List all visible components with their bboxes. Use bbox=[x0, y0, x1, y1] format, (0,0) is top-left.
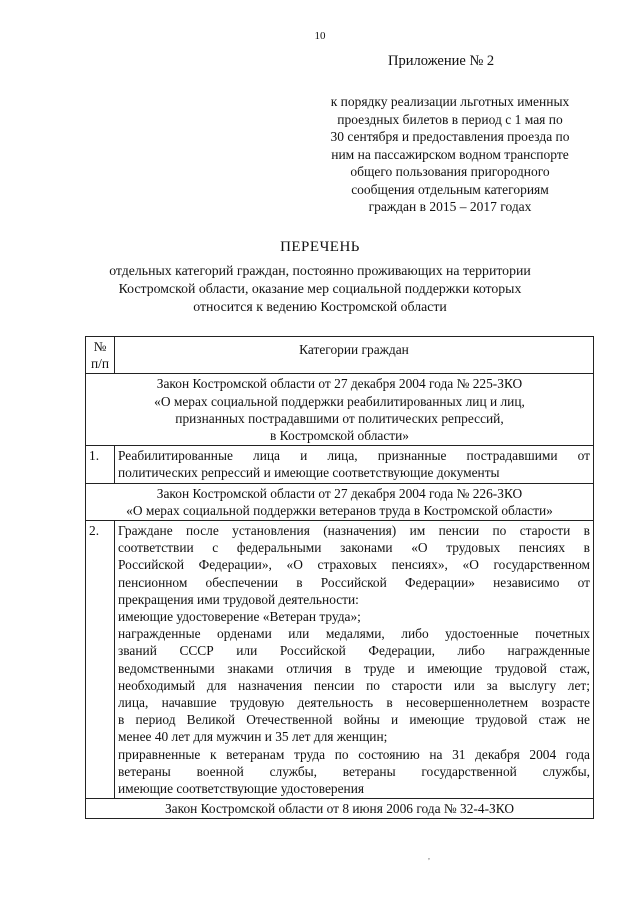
header-number-abbr: п/п bbox=[90, 356, 110, 372]
header-category-cell: Категории граждан bbox=[115, 337, 594, 374]
row-text-line: ведомственными знаками отличия в труде и имеющие трудовой стаж, bbox=[118, 660, 590, 676]
header-number-cell bbox=[86, 337, 115, 374]
row-text-line: званий СССР или Российской Федерации, либо награжденные bbox=[118, 643, 590, 659]
appendix-subtitle-line: общего пользования пригородного bbox=[350, 164, 550, 179]
law-cell: Закон Костромской области от 8 июня 2006 года № 32-4-ЗКО bbox=[86, 799, 594, 819]
appendix-subtitle-line: ним на пассажирском водном транспорте bbox=[331, 146, 569, 162]
list-subheading-line: Костромской области, оказание мер социальной поддержки которых bbox=[118, 281, 522, 296]
law-line: признанных пострадавшими от политических репрессий, bbox=[175, 410, 504, 426]
appendix-subtitle-line: сообщения отдельным категориям bbox=[351, 181, 549, 197]
table-row bbox=[86, 446, 594, 483]
row-number: 1. bbox=[86, 446, 115, 483]
law-row bbox=[86, 799, 594, 819]
table-header-row bbox=[86, 337, 594, 374]
row-text-line: Граждане после установления (назначения) им пенсии по старости в bbox=[118, 523, 590, 539]
appendix-subtitle-line: к порядку реализации льготных именных bbox=[330, 94, 570, 109]
law-cell bbox=[86, 374, 594, 446]
footer-mark: , bbox=[428, 852, 430, 861]
row-number: 2. bbox=[86, 521, 115, 799]
law-line: Закон Костромской области от 27 декабря 2004 года № 225-ЗКО bbox=[156, 376, 523, 392]
table-row bbox=[86, 521, 594, 799]
row-text-line: соответствии с федеральными законами «О трудовых пенсиях в bbox=[118, 540, 590, 556]
row-text-line: ветераны военной службы, ветераны государственной службы, bbox=[118, 763, 590, 779]
row-text bbox=[115, 446, 594, 483]
list-subheading-line: отдельных категорий граждан, постоянно проживающих на территории bbox=[109, 263, 531, 278]
law-line: в Костромской области» bbox=[270, 428, 409, 444]
appendix-subtitle-line: проездных билетов в период с 1 мая по bbox=[337, 111, 563, 127]
row-text-line: лица, начавшие трудовую деятельность в несовершеннолетнем возрасте bbox=[118, 695, 590, 711]
row-text-line: пенсионном обеспечении в Российской Федерации» независимо от bbox=[118, 574, 590, 590]
list-subheading bbox=[70, 262, 570, 316]
row-text-line: необходимый для назначения пенсии по старости или за выслугу лет; bbox=[118, 677, 590, 693]
list-heading: ПЕРЕЧЕНЬ bbox=[280, 239, 360, 255]
row-text-line: приравненные к ветеранам труда по состоянию на 31 декабря 2004 года bbox=[118, 746, 590, 762]
row-text bbox=[115, 521, 594, 799]
page-number: 10 bbox=[314, 30, 326, 42]
categories-table bbox=[85, 336, 594, 819]
law-cell bbox=[86, 483, 594, 520]
row-text-line: имеющие соответствующие удостоверения bbox=[118, 781, 365, 797]
appendix-title: Приложение № 2 bbox=[388, 53, 495, 69]
row-text-line: имеющие удостоверение «Ветеран труда»; bbox=[118, 609, 361, 625]
list-subheading-line: относится к ведению Костромской области bbox=[193, 299, 447, 314]
appendix-subtitle-line: граждан в 2015 – 2017 годах bbox=[368, 199, 532, 214]
law-line: Закон Костромской области от 27 декабря 2004 года № 226-ЗКО bbox=[156, 485, 523, 501]
header-number-sign: № bbox=[93, 339, 107, 354]
law-line: «О мерах социальной поддержки ветеранов труда в Костромской области» bbox=[126, 502, 553, 518]
row-text-line: награжденные орденами или медалями, либо удостоенные почетных bbox=[118, 626, 590, 642]
row-text-line: политических репрессий и имеющие соответствующие документы bbox=[118, 465, 500, 481]
appendix-subtitle bbox=[300, 93, 600, 216]
row-text-line: Российской Федерации», «О страховых пенсиях», «О государственном bbox=[118, 557, 590, 573]
row-text-line: прекращения ими трудовой деятельности: bbox=[118, 591, 359, 607]
law-row bbox=[86, 374, 594, 446]
row-text-line: в период Великой Отечественной войны и имеющие трудовой стаж не bbox=[118, 712, 590, 728]
row-text-line: менее 40 лет для мужчин и 35 лет для женщин; bbox=[118, 729, 388, 745]
appendix-subtitle-line: 30 сентября и предоставления проезда по bbox=[330, 129, 570, 144]
law-row bbox=[86, 483, 594, 520]
law-line: «О мерах социальной поддержки реабилитированных лиц и лиц, bbox=[154, 393, 525, 409]
row-text-line: Реабилитированные лица и лица, признанные пострадавшими от bbox=[118, 448, 590, 464]
